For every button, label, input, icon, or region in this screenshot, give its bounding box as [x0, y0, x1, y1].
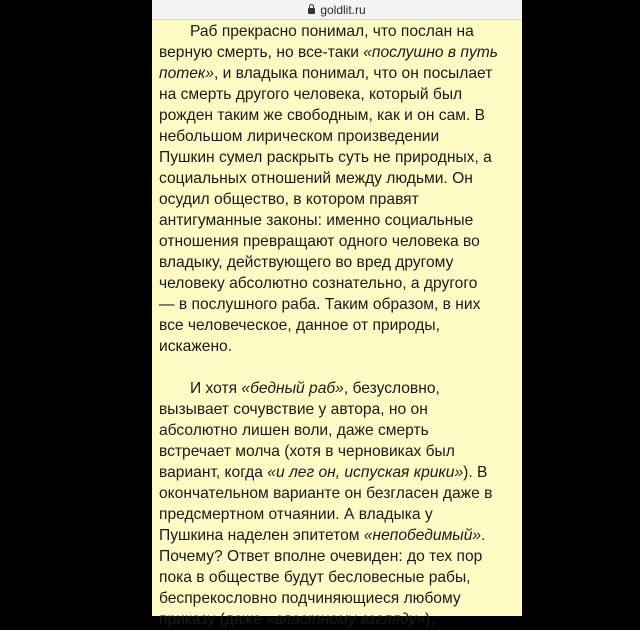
lock-icon — [308, 8, 315, 14]
text-line: Пушкин сумел раскрыть суть не природных, а — [159, 149, 492, 166]
quote: потек» — [159, 65, 214, 82]
article-text — [159, 21, 515, 630]
text-line: небольшом лирическом произведении — [159, 128, 440, 145]
text-line — [159, 609, 515, 630]
text-line: — в послушного раба. Таким образом, в них — [159, 296, 481, 313]
text-span: вариант, когда — [159, 464, 268, 481]
paragraph-1 — [159, 21, 515, 357]
quote: «и лег он, испуская крики» — [267, 464, 464, 481]
text-line: владыку, действующего во вред другому — [159, 254, 454, 271]
text-line: Почему? Ответ вполне очевиден: до тех пор — [159, 548, 483, 565]
text-span: верную смерть, но все-таки — [159, 44, 364, 61]
text-line — [159, 63, 515, 84]
text-span: приказу (даже — [159, 611, 266, 628]
text-line: пока в обществе будут бесловесные рабы, — [159, 569, 471, 586]
text-line: вызывает сочувствие у автора, но он — [159, 401, 428, 418]
quote: «властному взгляду» — [266, 611, 426, 628]
text-line: Раб прекрасно понимал, что послан на — [190, 23, 474, 40]
text-line: предсмертном отчаянии. А владыка у — [159, 506, 433, 523]
text-line: на смерть другого человека, который был — [159, 86, 463, 103]
mobile-browser-viewport — [152, 0, 522, 628]
quote: «послушно в путь — [363, 44, 498, 61]
text-line: все человеческое, данное от природы, — [159, 317, 440, 334]
quote: «бедный раб» — [241, 380, 344, 397]
text-line: социальных отношений между людьми. Он — [159, 170, 473, 187]
text-line — [159, 42, 515, 63]
paragraph-2 — [159, 378, 515, 630]
text-line: рожден таким же свободным, как и он сам. В — [159, 107, 486, 124]
text-line: осудил общество, в котором правят — [159, 191, 419, 208]
text-span: ). В — [463, 464, 488, 481]
text-span: Пушкина наделен эпитетом — [159, 527, 364, 544]
site-domain: goldlit.ru — [320, 2, 366, 17]
text-span: , и владыка понимал, что он посылает — [213, 65, 493, 82]
text-line — [159, 462, 515, 483]
text-span: . — [481, 527, 486, 544]
text-line: абсолютно лишен воли, даже смерть — [159, 422, 429, 439]
text-line: человеку абсолютно сознательно, а другого — [159, 275, 478, 292]
text-span: И хотя — [190, 380, 242, 397]
text-span: ), — [425, 611, 435, 628]
text-line — [159, 378, 515, 399]
text-span: , безусловно, — [343, 380, 440, 397]
text-line: беспрекословно подчиняющиеся любому — [159, 590, 461, 607]
text-line: антигуманные законы: именно социальные — [159, 212, 474, 229]
text-line — [159, 525, 515, 546]
text-line: окончательном варианте он безгласен даже в — [159, 485, 493, 502]
text-line: отношения превращают одного человека во — [159, 233, 480, 250]
quote: «непобедимый» — [363, 527, 482, 544]
text-line: встречает молча (хотя в черновиках был — [159, 443, 455, 460]
text-line: искажено. — [159, 338, 233, 355]
address-bar[interactable] — [152, 0, 522, 20]
